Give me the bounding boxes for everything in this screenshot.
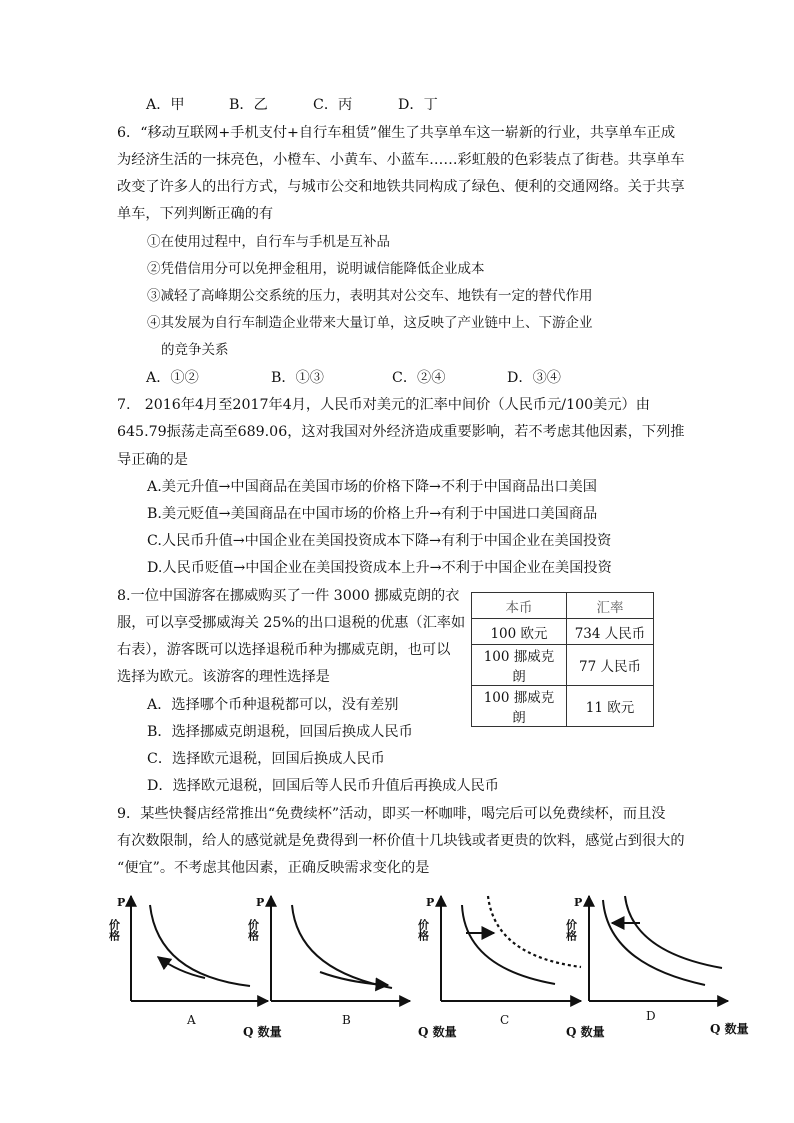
q6-statement: ①在使用过程中，自行车与手机是互补品 [147,234,390,250]
table-row [472,645,654,686]
movement-arrow [158,957,205,978]
shifted-demand-curve [625,896,722,968]
q5-option-c[interactable]: C．丙 [313,97,353,113]
q9-stem-line: 9．某些快餐店经常推出“免费续杯”活动，即买一杯咖啡，喝完后可以免费续杯，而且没 [117,806,666,822]
graph-panel-b[interactable] [247,896,411,1027]
q8-option-b[interactable]: B．选择挪威克朗退税，回国后换成人民币 [147,724,413,740]
graph-panel-a[interactable] [108,896,269,1027]
table-cell: 11 欧元 [567,686,654,727]
q6-statement-cont: 的竞争关系 [161,342,229,358]
q6-statement: ③减轻了高峰期公交系统的压力，表明其对公交车、地铁有一定的替代作用 [147,288,593,304]
q8-stem-line: 右表），游客既可以选择退税币种为挪威克朗，也可以 [117,642,451,658]
q6-statement: ④其发展为自行车制造企业带来大量订单，这反映了产业链中上、下游企业 [147,315,593,331]
table-row [472,686,654,727]
q7-option-b[interactable]: B.美元贬值→美国商品在中国市场的价格上升→有利于中国进口美国商品 [147,506,598,522]
q7-stem-line: 7. 2016年4月至2017年4月，人民币对美元的汇率中间价（人民币元/100美元）由 [117,397,650,413]
q5-option-d[interactable]: D．丁 [398,97,438,113]
y-label-p: P [574,896,583,909]
graph-panel-d[interactable] [565,896,729,1023]
q6-option-b[interactable]: B．①③ [271,370,324,386]
x-label-q: Q 数量 [710,1022,749,1036]
table-cell: 100 挪威克朗 [472,686,567,727]
q6-option-c[interactable]: C．②④ [392,370,446,386]
y-label-price: 价格 [107,919,121,941]
q8-option-a[interactable]: A．选择哪个币种退税都可以，没有差别 [147,697,399,713]
q7-option-c[interactable]: C.人民币升值→中国企业在美国投资成本下降→有利于中国企业在美国投资 [147,533,612,549]
q6-stem-line: 单车，下列判断正确的有 [117,206,274,222]
q7-stem-line: 导正确的是 [117,452,188,468]
q8-stem-line: 选择为欧元。该游客的理性选择是 [117,669,330,685]
q6-stem-line: 6．“移动互联网+手机支付+自行车租赁”催生了共享单车这一崭新的行业，共享单车正成 [117,125,676,141]
demand-curve [150,905,250,986]
panel-label-c: C [500,1013,510,1027]
y-label-price: 价格 [564,919,578,941]
table-cell: 734 人民币 [567,619,654,645]
x-label-q: Q 数量 [243,1025,282,1039]
x-label-q: Q 数量 [566,1025,605,1039]
y-label-price: 价格 [416,919,430,941]
y-label-p: P [117,896,126,909]
q9-stem-line: 有次数限制，给人的感觉就是免费得到一杯价值十几块钱或者更贵的饮料，感觉占到很大的 [117,833,685,849]
table-row [472,619,654,645]
q8-stem-line: 8.一位中国游客在挪威购买了一件 3000 挪威克朗的衣 [117,588,460,604]
demand-graphs [0,880,794,1050]
q5-option-a[interactable]: A．甲 [146,97,185,113]
q8-option-d[interactable]: D．选择欧元退税，回国后等人民币升值后再换成人民币 [147,778,499,794]
demand-curve [292,905,392,988]
q7-stem-line: 645.79振荡走高至689.06，这对我国对外经济造成重要影响，若不考虑其他因素，下列推 [117,424,685,440]
table-cell: 100 欧元 [472,619,567,645]
table-header-row [472,593,654,619]
q7-option-d[interactable]: D.人民币贬值→中国企业在美国投资成本上升→不利于中国企业在美国投资 [147,560,612,576]
y-label-p: P [426,896,435,909]
panel-label-b: B [342,1013,351,1027]
q6-stem-line: 为经济生活的一抹亮色，小橙车、小黄车、小蓝车……彩虹般的色彩装点了街巷。共享单车 [117,152,685,168]
y-label-p: P [256,896,265,909]
panel-label-a: A [187,1013,196,1027]
table-cell: 100 挪威克朗 [472,645,567,686]
table-cell: 77 人民币 [567,645,654,686]
table-header-cell: 本币 [472,593,567,619]
x-label-q: Q 数量 [418,1025,457,1039]
table-header-cell: 汇率 [567,593,654,619]
exchange-rate-table [471,592,654,727]
q5-option-b[interactable]: B．乙 [229,97,268,113]
q6-option-d[interactable]: D．③④ [507,370,561,386]
q9-stem-line: “便宜”。不考虑其他因素，正确反映需求变化的是 [117,860,430,876]
q6-option-a[interactable]: A．①② [146,370,199,386]
demand-curve [462,905,555,984]
q8-stem-line: 服，可以享受挪威海关 25%的出口退税的优惠（汇率如 [117,615,466,631]
q7-option-a[interactable]: A.美元升值→中国商品在美国市场的价格下降→不利于中国商品出口美国 [147,479,597,495]
q8-option-c[interactable]: C．选择欧元退税，回国后换成人民币 [147,751,385,767]
y-label-price: 价格 [246,919,260,941]
graph-panel-c[interactable] [417,896,582,1027]
panel-label-d: D [646,1009,656,1023]
q6-statement: ②凭借信用分可以免押金租用，说明诚信能降低企业成本 [147,261,485,277]
q6-stem-line: 改变了许多人的出行方式，与城市公交和地铁共同构成了绿色、便利的交通网络。关于共享 [117,179,685,195]
